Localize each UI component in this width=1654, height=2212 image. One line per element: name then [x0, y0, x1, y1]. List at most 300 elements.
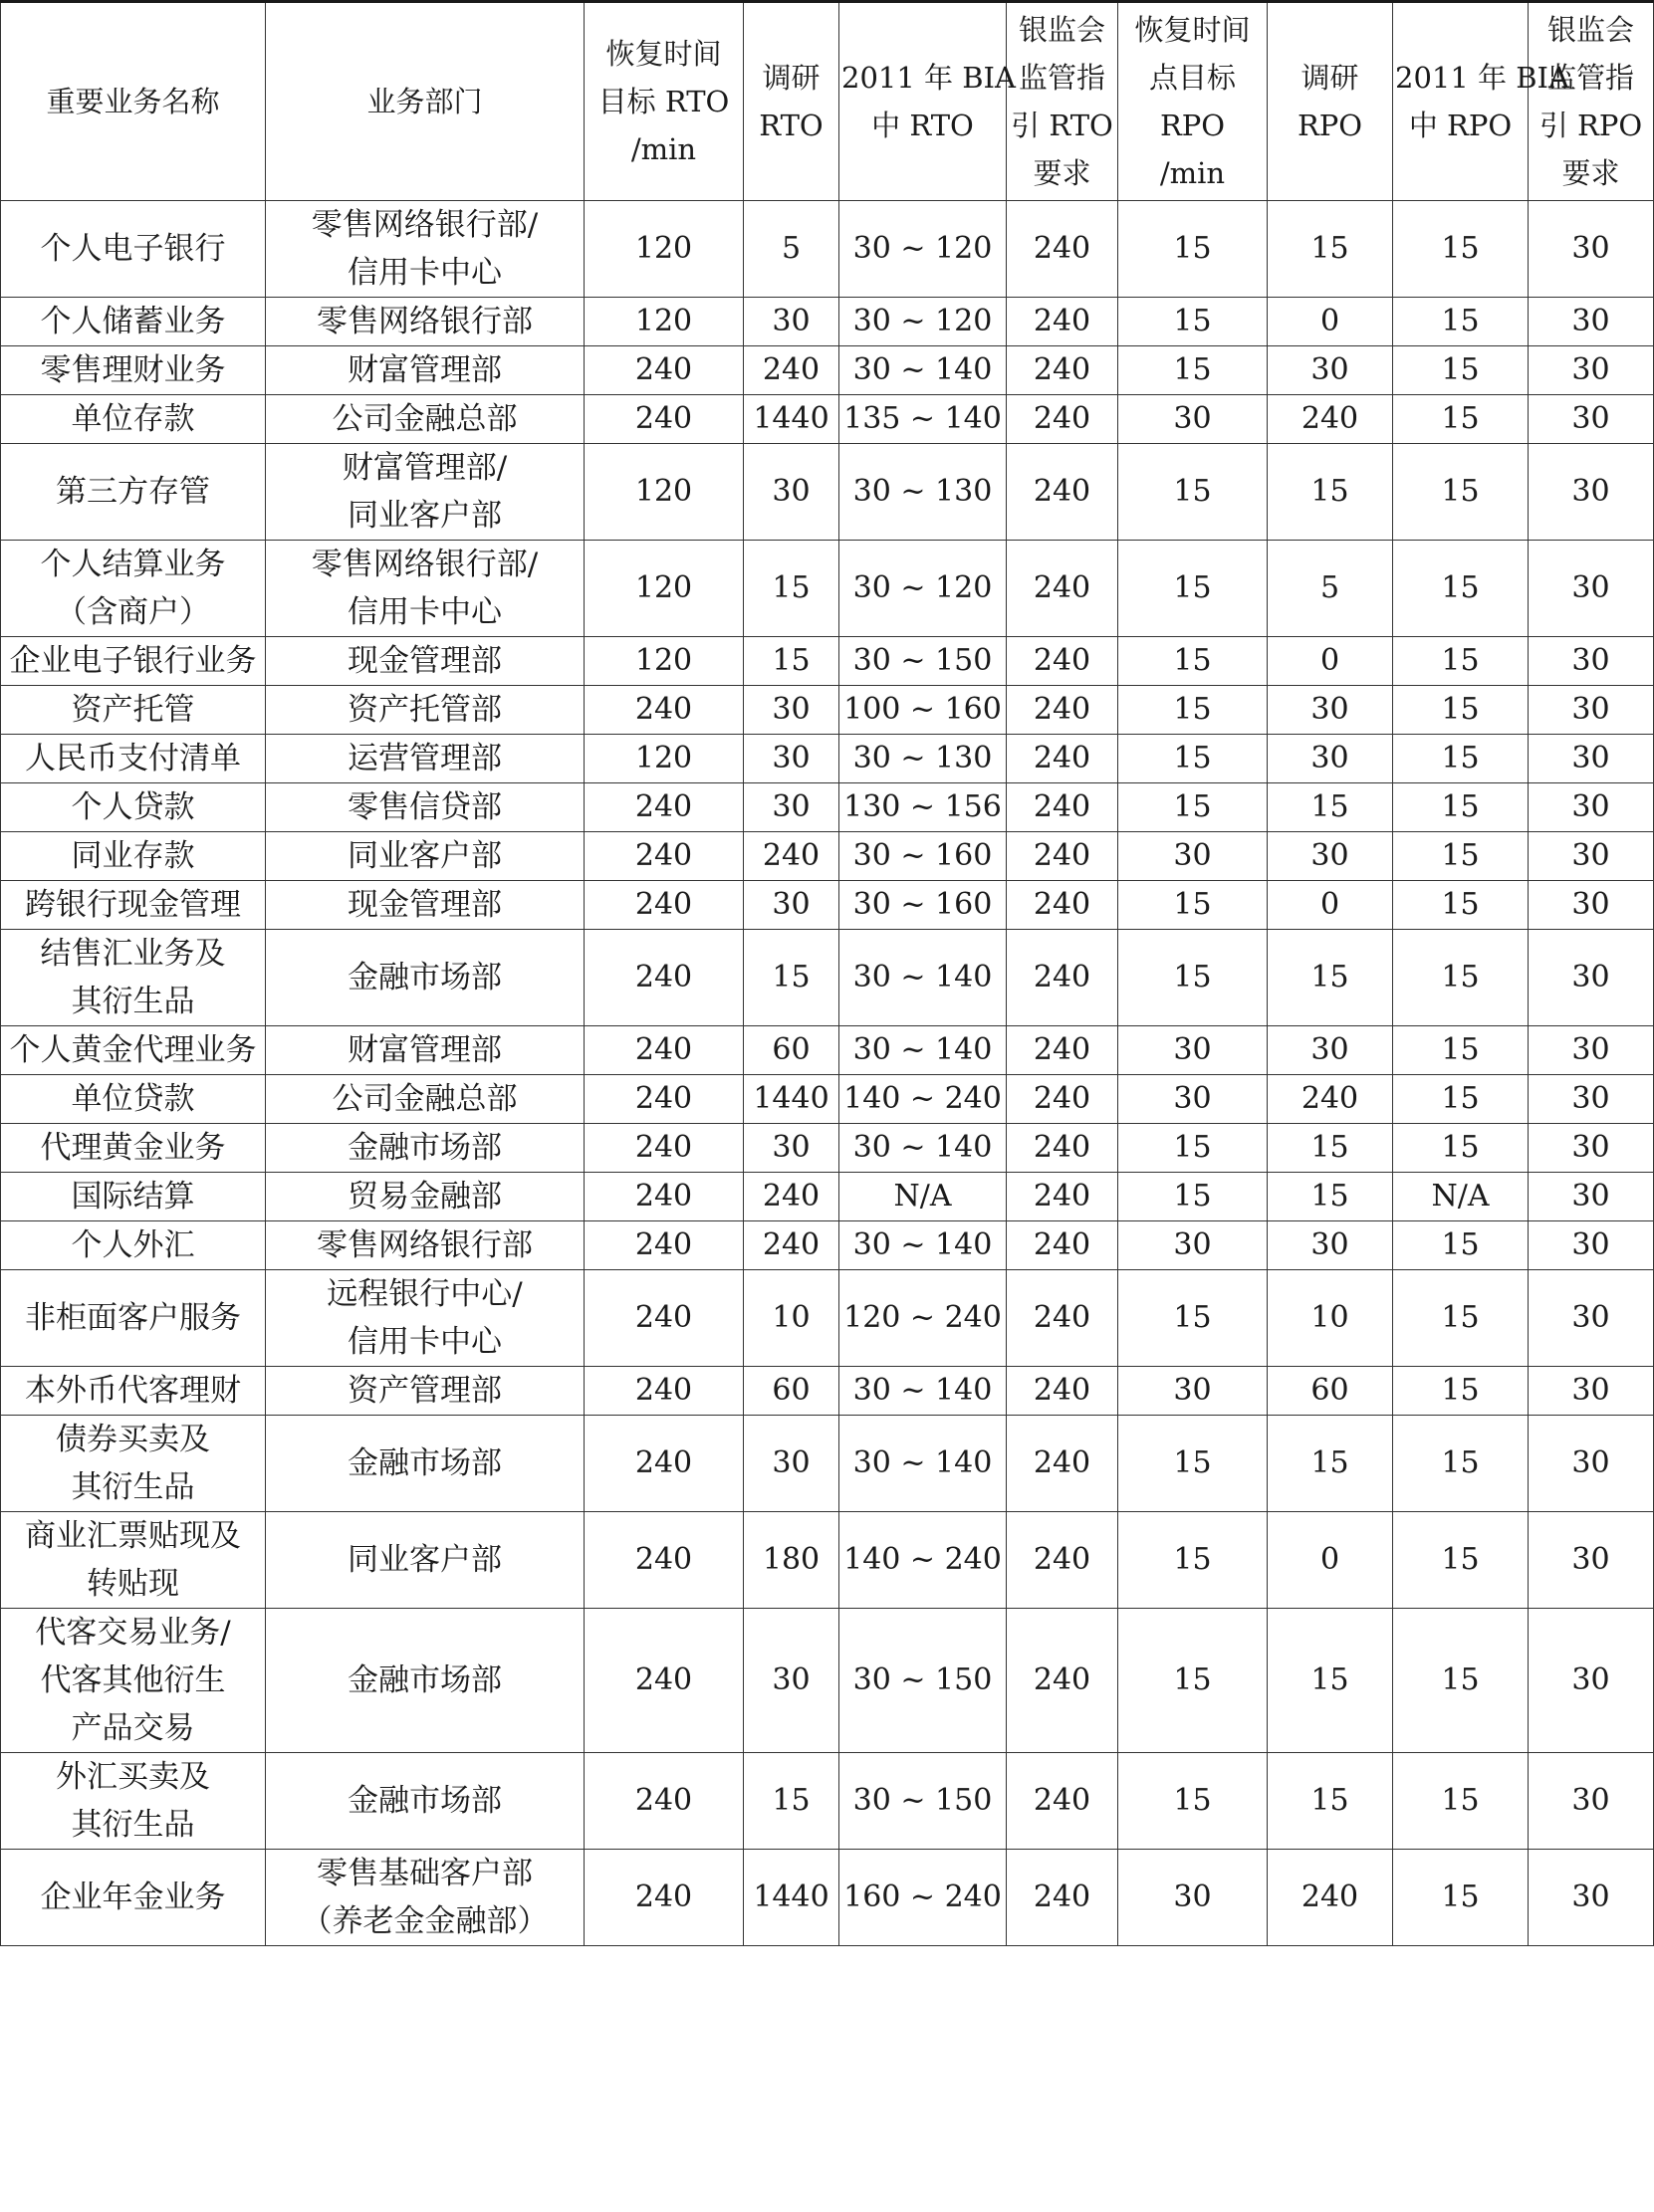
cell-rpo-target: 15 [1118, 298, 1268, 346]
cell-department-line: 零售网络银行部/ [311, 547, 539, 582]
cell-department [266, 1512, 585, 1609]
cell-rto-target: 240 [585, 1850, 744, 1946]
cell-rto-target: 120 [585, 637, 744, 686]
cell-rpo-target: 15 [1118, 881, 1268, 930]
cell-cbrc-rto: 240 [1007, 346, 1118, 395]
cell-cbrc-rpo: 30 [1529, 1512, 1654, 1609]
header-cbrc-rto [1007, 2, 1118, 201]
table-row [1, 881, 1654, 930]
table-row [1, 395, 1654, 444]
cell-cbrc-rpo: 30 [1529, 930, 1654, 1026]
cell-rpo-target: 15 [1118, 1609, 1268, 1753]
cell-cbrc-rto: 240 [1007, 881, 1118, 930]
cell-business-name-line: 其衍生品 [71, 984, 195, 1019]
cell-business-name-line: 企业电子银行业务 [9, 643, 257, 679]
cell-bia-rto: 140 ~ 240 [839, 1512, 1007, 1609]
cell-bia-rpo: 15 [1393, 637, 1529, 686]
table-row [1, 1512, 1654, 1609]
cell-business-name [1, 201, 266, 298]
cell-business-name [1, 444, 266, 541]
cell-bia-rpo: 15 [1393, 1270, 1529, 1367]
cell-department-line: 财富管理部 [348, 1032, 502, 1068]
table-row [1, 1753, 1654, 1850]
cell-business-name-line: 产品交易 [71, 1710, 195, 1746]
cell-department [266, 1026, 585, 1075]
cell-cbrc-rto: 240 [1007, 298, 1118, 346]
cell-survey-rto: 240 [744, 1173, 839, 1221]
table-row [1, 201, 1654, 298]
header-rpo-target [1118, 2, 1268, 201]
cell-bia-rpo: 15 [1393, 1416, 1529, 1512]
cell-rto-target: 240 [585, 1609, 744, 1753]
cell-rto-target: 240 [585, 1221, 744, 1270]
cell-business-name [1, 1026, 266, 1075]
cell-survey-rto: 1440 [744, 1075, 839, 1124]
cell-cbrc-rto: 240 [1007, 1753, 1118, 1850]
cell-cbrc-rpo: 30 [1529, 1367, 1654, 1416]
table-row [1, 735, 1654, 783]
cell-rpo-target: 30 [1118, 1026, 1268, 1075]
cell-department [266, 1075, 585, 1124]
table-row [1, 930, 1654, 1026]
header-line: 业务部门 [366, 85, 483, 118]
cell-survey-rto: 30 [744, 686, 839, 735]
cell-bia-rto: 30 ~ 130 [839, 444, 1007, 541]
cell-business-name-line: 个人储蓄业务 [40, 304, 226, 339]
cell-survey-rto: 15 [744, 541, 839, 637]
cell-survey-rto: 60 [744, 1367, 839, 1416]
cell-bia-rto: 30 ~ 120 [839, 298, 1007, 346]
cell-department [266, 1609, 585, 1753]
cell-business-name [1, 1270, 266, 1367]
cell-survey-rpo: 0 [1268, 298, 1393, 346]
cell-department [266, 541, 585, 637]
header-cbrc-rpo [1529, 2, 1654, 201]
cell-department [266, 201, 585, 298]
cell-survey-rpo: 5 [1268, 541, 1393, 637]
cell-survey-rpo: 30 [1268, 735, 1393, 783]
cell-cbrc-rpo: 30 [1529, 686, 1654, 735]
cell-rto-target: 120 [585, 298, 744, 346]
cell-rpo-target: 15 [1118, 930, 1268, 1026]
cell-cbrc-rto: 240 [1007, 832, 1118, 881]
cell-rpo-target: 15 [1118, 1512, 1268, 1609]
cell-business-name [1, 1850, 266, 1946]
cell-business-name-line: 资产托管 [71, 692, 195, 728]
header-line: 恢复时间 [1134, 13, 1251, 47]
cell-survey-rpo: 15 [1268, 783, 1393, 832]
header-row [1, 2, 1654, 201]
cell-bia-rto: 30 ~ 150 [839, 1753, 1007, 1850]
cell-cbrc-rto: 240 [1007, 201, 1118, 298]
cell-cbrc-rto: 240 [1007, 1416, 1118, 1512]
cell-survey-rto: 240 [744, 1221, 839, 1270]
cell-business-name-line: 同业存款 [71, 838, 195, 874]
cell-department-line: 运营管理部 [348, 741, 502, 776]
cell-business-name [1, 930, 266, 1026]
cell-survey-rto: 15 [744, 930, 839, 1026]
cell-survey-rpo: 15 [1268, 1753, 1393, 1850]
cell-business-name-line: 企业年金业务 [40, 1880, 226, 1915]
cell-survey-rpo: 15 [1268, 444, 1393, 541]
cell-department-line: 零售网络银行部 [317, 304, 533, 339]
cell-business-name-line: 国际结算 [71, 1179, 195, 1215]
cell-survey-rpo: 240 [1268, 1075, 1393, 1124]
table-row [1, 1367, 1654, 1416]
cell-business-name-line: 其衍生品 [71, 1469, 195, 1505]
cell-survey-rpo: 30 [1268, 1221, 1393, 1270]
cell-bia-rto: 30 ~ 130 [839, 735, 1007, 783]
cell-department [266, 346, 585, 395]
cell-department [266, 1124, 585, 1173]
cell-business-name-line: 转贴现 [87, 1566, 179, 1602]
cell-cbrc-rpo: 30 [1529, 1609, 1654, 1753]
cell-business-name-line: 其衍生品 [71, 1807, 195, 1843]
cell-department [266, 783, 585, 832]
cell-department [266, 637, 585, 686]
cell-bia-rto: 30 ~ 120 [839, 201, 1007, 298]
cell-cbrc-rpo: 30 [1529, 1173, 1654, 1221]
cell-business-name-line: 代客其他衍生 [40, 1662, 226, 1698]
cell-department [266, 298, 585, 346]
header-line: 监管指 [1546, 61, 1634, 95]
cell-cbrc-rto: 240 [1007, 735, 1118, 783]
cell-rpo-target: 15 [1118, 783, 1268, 832]
cell-rto-target: 240 [585, 1075, 744, 1124]
cell-rpo-target: 15 [1118, 1416, 1268, 1512]
cell-survey-rto: 30 [744, 1124, 839, 1173]
cell-rpo-target: 15 [1118, 735, 1268, 783]
cell-business-name [1, 1367, 266, 1416]
table-row [1, 1026, 1654, 1075]
header-line: RPO [1159, 109, 1226, 142]
cell-bia-rpo: 15 [1393, 346, 1529, 395]
cell-department-line: 现金管理部 [348, 643, 502, 679]
cell-survey-rto: 30 [744, 735, 839, 783]
table-row [1, 298, 1654, 346]
table-row [1, 444, 1654, 541]
cell-rto-target: 240 [585, 832, 744, 881]
cell-rto-target: 240 [585, 1270, 744, 1367]
header-survey-rpo [1268, 2, 1393, 201]
header-rto-target [585, 2, 744, 201]
cell-survey-rpo: 0 [1268, 881, 1393, 930]
table-row [1, 346, 1654, 395]
cell-rto-target: 240 [585, 1026, 744, 1075]
cell-survey-rto: 1440 [744, 395, 839, 444]
cell-bia-rpo: 15 [1393, 444, 1529, 541]
cell-cbrc-rpo: 30 [1529, 1075, 1654, 1124]
cell-bia-rpo: 15 [1393, 881, 1529, 930]
cell-rpo-target: 15 [1118, 346, 1268, 395]
cell-cbrc-rpo: 30 [1529, 832, 1654, 881]
cell-rto-target: 240 [585, 346, 744, 395]
cell-rto-target: 240 [585, 1512, 744, 1609]
cell-bia-rto: 30 ~ 140 [839, 1221, 1007, 1270]
cell-business-name-line: 单位贷款 [71, 1081, 195, 1117]
cell-cbrc-rto: 240 [1007, 930, 1118, 1026]
table-row [1, 1609, 1654, 1753]
cell-survey-rpo: 0 [1268, 637, 1393, 686]
cell-rto-target: 240 [585, 395, 744, 444]
header-line: RTO [759, 109, 824, 142]
cell-survey-rto: 15 [744, 637, 839, 686]
cell-rto-target: 240 [585, 1124, 744, 1173]
cell-bia-rpo: 15 [1393, 298, 1529, 346]
cell-department-line: 金融市场部 [348, 1783, 502, 1819]
cell-business-name [1, 735, 266, 783]
cell-cbrc-rto: 240 [1007, 1850, 1118, 1946]
cell-rto-target: 120 [585, 201, 744, 298]
cell-business-name-line: 非柜面客户服务 [25, 1300, 241, 1336]
cell-business-name [1, 832, 266, 881]
cell-rto-target: 120 [585, 541, 744, 637]
cell-bia-rpo: 15 [1393, 1850, 1529, 1946]
cell-business-name [1, 1416, 266, 1512]
cell-cbrc-rpo: 30 [1529, 1416, 1654, 1512]
cell-bia-rpo: 15 [1393, 201, 1529, 298]
cell-cbrc-rto: 240 [1007, 444, 1118, 541]
cell-business-name-line: 零售理财业务 [40, 352, 226, 388]
cell-rto-target: 240 [585, 686, 744, 735]
header-line: 银监会 [1018, 13, 1105, 47]
cell-department-line: 财富管理部/ [342, 450, 508, 486]
table-row [1, 686, 1654, 735]
header-survey-rto [744, 2, 839, 201]
cell-department-line: 同业客户部 [348, 1542, 502, 1578]
cell-cbrc-rto: 240 [1007, 541, 1118, 637]
cell-cbrc-rpo: 30 [1529, 346, 1654, 395]
cell-bia-rto: 30 ~ 160 [839, 832, 1007, 881]
cell-survey-rto: 30 [744, 1416, 839, 1512]
cell-business-name [1, 881, 266, 930]
cell-cbrc-rpo: 30 [1529, 637, 1654, 686]
cell-department [266, 1416, 585, 1512]
cell-department [266, 930, 585, 1026]
cell-survey-rpo: 15 [1268, 1173, 1393, 1221]
cell-survey-rpo: 15 [1268, 1416, 1393, 1512]
cell-rto-target: 240 [585, 1173, 744, 1221]
cell-survey-rto: 30 [744, 1609, 839, 1753]
cell-cbrc-rto: 240 [1007, 783, 1118, 832]
cell-bia-rpo: 15 [1393, 1026, 1529, 1075]
cell-department [266, 1173, 585, 1221]
cell-rpo-target: 15 [1118, 541, 1268, 637]
cell-department-line: 财富管理部 [348, 352, 502, 388]
cell-bia-rto: 160 ~ 240 [839, 1850, 1007, 1946]
cell-business-name [1, 637, 266, 686]
cell-survey-rpo: 15 [1268, 930, 1393, 1026]
cell-rpo-target: 15 [1118, 1270, 1268, 1367]
cell-survey-rpo: 10 [1268, 1270, 1393, 1367]
cell-rpo-target: 30 [1118, 1075, 1268, 1124]
cell-survey-rpo: 240 [1268, 1850, 1393, 1946]
table-row [1, 1416, 1654, 1512]
cell-business-name [1, 1075, 266, 1124]
cell-survey-rto: 30 [744, 881, 839, 930]
table-row [1, 1173, 1654, 1221]
cell-rpo-target: 30 [1118, 1850, 1268, 1946]
header-line: 恢复时间 [605, 37, 722, 71]
cell-department-line: 同业客户部 [348, 498, 502, 534]
header-line: 2011 年 BIA [841, 61, 1016, 95]
cell-rpo-target: 15 [1118, 1124, 1268, 1173]
cell-cbrc-rto: 240 [1007, 637, 1118, 686]
cell-department [266, 686, 585, 735]
cell-business-name-line: 代客交易业务/ [35, 1615, 231, 1651]
header-line: 点目标 [1148, 61, 1236, 95]
cell-bia-rto: 30 ~ 160 [839, 881, 1007, 930]
cell-cbrc-rpo: 30 [1529, 444, 1654, 541]
cell-cbrc-rpo: 30 [1529, 541, 1654, 637]
table-body [1, 201, 1654, 1946]
cell-bia-rpo: N/A [1393, 1173, 1529, 1221]
cell-cbrc-rto: 240 [1007, 395, 1118, 444]
cell-department-line: 资产托管部 [348, 692, 502, 728]
cell-rto-target: 120 [585, 735, 744, 783]
cell-business-name [1, 298, 266, 346]
cell-department-line: 信用卡中心 [348, 255, 502, 291]
header-line: /min [1159, 156, 1226, 190]
header-line: 要求 [1561, 156, 1620, 190]
cell-bia-rto: 30 ~ 140 [839, 1124, 1007, 1173]
cell-business-name [1, 1512, 266, 1609]
cell-rpo-target: 15 [1118, 1173, 1268, 1221]
cell-survey-rto: 15 [744, 1753, 839, 1850]
cell-bia-rto: 140 ~ 240 [839, 1075, 1007, 1124]
cell-bia-rto: 120 ~ 240 [839, 1270, 1007, 1367]
cell-bia-rpo: 15 [1393, 1512, 1529, 1609]
table-row [1, 1270, 1654, 1367]
cell-rpo-target: 15 [1118, 444, 1268, 541]
cell-bia-rto: 30 ~ 120 [839, 541, 1007, 637]
cell-department-line: 金融市场部 [348, 1130, 502, 1166]
cell-business-name-line: 单位存款 [71, 401, 195, 437]
cell-bia-rto: 30 ~ 150 [839, 637, 1007, 686]
cell-cbrc-rto: 240 [1007, 1026, 1118, 1075]
header-line: 调研 [1300, 61, 1359, 95]
cell-business-name-line: （含商户） [56, 594, 210, 630]
cell-bia-rpo: 15 [1393, 783, 1529, 832]
cell-business-name-line: 结售汇业务及 [40, 936, 226, 972]
cell-bia-rpo: 15 [1393, 1367, 1529, 1416]
cell-bia-rto: 30 ~ 140 [839, 930, 1007, 1026]
header-line: 银监会 [1546, 13, 1634, 47]
cell-department [266, 395, 585, 444]
cell-business-name-line: 跨银行现金管理 [25, 887, 241, 923]
cell-business-name [1, 1221, 266, 1270]
cell-cbrc-rpo: 30 [1529, 881, 1654, 930]
header-department [266, 2, 585, 201]
cell-business-name [1, 1124, 266, 1173]
cell-bia-rto: 135 ~ 140 [839, 395, 1007, 444]
cell-survey-rpo: 30 [1268, 346, 1393, 395]
cell-bia-rpo: 15 [1393, 930, 1529, 1026]
cell-rpo-target: 15 [1118, 637, 1268, 686]
table-row [1, 1075, 1654, 1124]
table-row [1, 1850, 1654, 1946]
cell-department-line: 金融市场部 [348, 1662, 502, 1698]
cell-rto-target: 240 [585, 783, 744, 832]
cell-business-name-line: 个人电子银行 [40, 231, 226, 267]
cell-department [266, 444, 585, 541]
cell-department [266, 1753, 585, 1850]
cell-department [266, 881, 585, 930]
cell-department [266, 1850, 585, 1946]
cell-bia-rto: 30 ~ 140 [839, 1416, 1007, 1512]
cell-bia-rpo: 15 [1393, 735, 1529, 783]
cell-cbrc-rto: 240 [1007, 1124, 1118, 1173]
header-bia-rto [839, 2, 1016, 201]
cell-cbrc-rpo: 30 [1529, 783, 1654, 832]
cell-business-name-line: 人民币支付清单 [25, 741, 241, 776]
cell-cbrc-rto: 240 [1007, 686, 1118, 735]
cell-cbrc-rto: 240 [1007, 1609, 1118, 1753]
cell-business-name [1, 541, 266, 637]
cell-survey-rto: 30 [744, 298, 839, 346]
cell-department-line: 零售网络银行部/ [311, 207, 539, 243]
cell-survey-rto: 5 [744, 201, 839, 298]
header-line: 中 RTO [871, 109, 974, 142]
cell-survey-rto: 30 [744, 783, 839, 832]
header-line: 2011 年 BIA [1395, 61, 1569, 95]
cell-survey-rpo: 0 [1268, 1512, 1393, 1609]
cell-rpo-target: 15 [1118, 1753, 1268, 1850]
cell-department-line: 金融市场部 [348, 1445, 502, 1481]
cell-bia-rto: 30 ~ 140 [839, 1026, 1007, 1075]
cell-business-name-line: 商业汇票贴现及 [25, 1518, 241, 1554]
cell-survey-rto: 30 [744, 444, 839, 541]
cell-business-name [1, 346, 266, 395]
cell-rpo-target: 30 [1118, 1367, 1268, 1416]
cell-survey-rpo: 60 [1268, 1367, 1393, 1416]
cell-rto-target: 240 [585, 881, 744, 930]
cell-business-name-line: 债券买卖及 [56, 1422, 210, 1457]
cell-rto-target: 240 [585, 1753, 744, 1850]
cell-department [266, 1270, 585, 1367]
cell-survey-rto: 240 [744, 832, 839, 881]
cell-business-name [1, 1173, 266, 1221]
cell-bia-rto: 30 ~ 140 [839, 346, 1007, 395]
table-row [1, 1124, 1654, 1173]
cell-cbrc-rto: 240 [1007, 1221, 1118, 1270]
cell-department-line: 资产管理部 [348, 1373, 502, 1409]
cell-bia-rpo: 15 [1393, 1124, 1529, 1173]
cell-department-line: 公司金融总部 [332, 401, 518, 437]
cell-bia-rto: N/A [839, 1173, 1007, 1221]
cell-rto-target: 240 [585, 1416, 744, 1512]
cell-bia-rpo: 15 [1393, 1609, 1529, 1753]
cell-survey-rpo: 15 [1268, 1609, 1393, 1753]
cell-cbrc-rpo: 30 [1529, 1850, 1654, 1946]
cell-business-name-line: 外汇买卖及 [56, 1759, 210, 1795]
cell-department-line: （养老金金融部） [301, 1903, 549, 1939]
cell-department-line: 零售信贷部 [348, 789, 502, 825]
cell-survey-rpo: 15 [1268, 1124, 1393, 1173]
cell-business-name-line: 个人黄金代理业务 [9, 1032, 257, 1068]
header-bia-rpo [1393, 2, 1569, 201]
cell-department [266, 1367, 585, 1416]
cell-rpo-target: 15 [1118, 686, 1268, 735]
cell-business-name-line: 第三方存管 [56, 474, 210, 510]
cell-business-name-line: 个人外汇 [71, 1227, 195, 1263]
cell-department-line: 信用卡中心 [348, 594, 502, 630]
cell-business-name [1, 686, 266, 735]
cell-department-line: 现金管理部 [348, 887, 502, 923]
cell-bia-rto: 30 ~ 140 [839, 1367, 1007, 1416]
cell-business-name [1, 783, 266, 832]
cell-survey-rpo: 15 [1268, 201, 1393, 298]
